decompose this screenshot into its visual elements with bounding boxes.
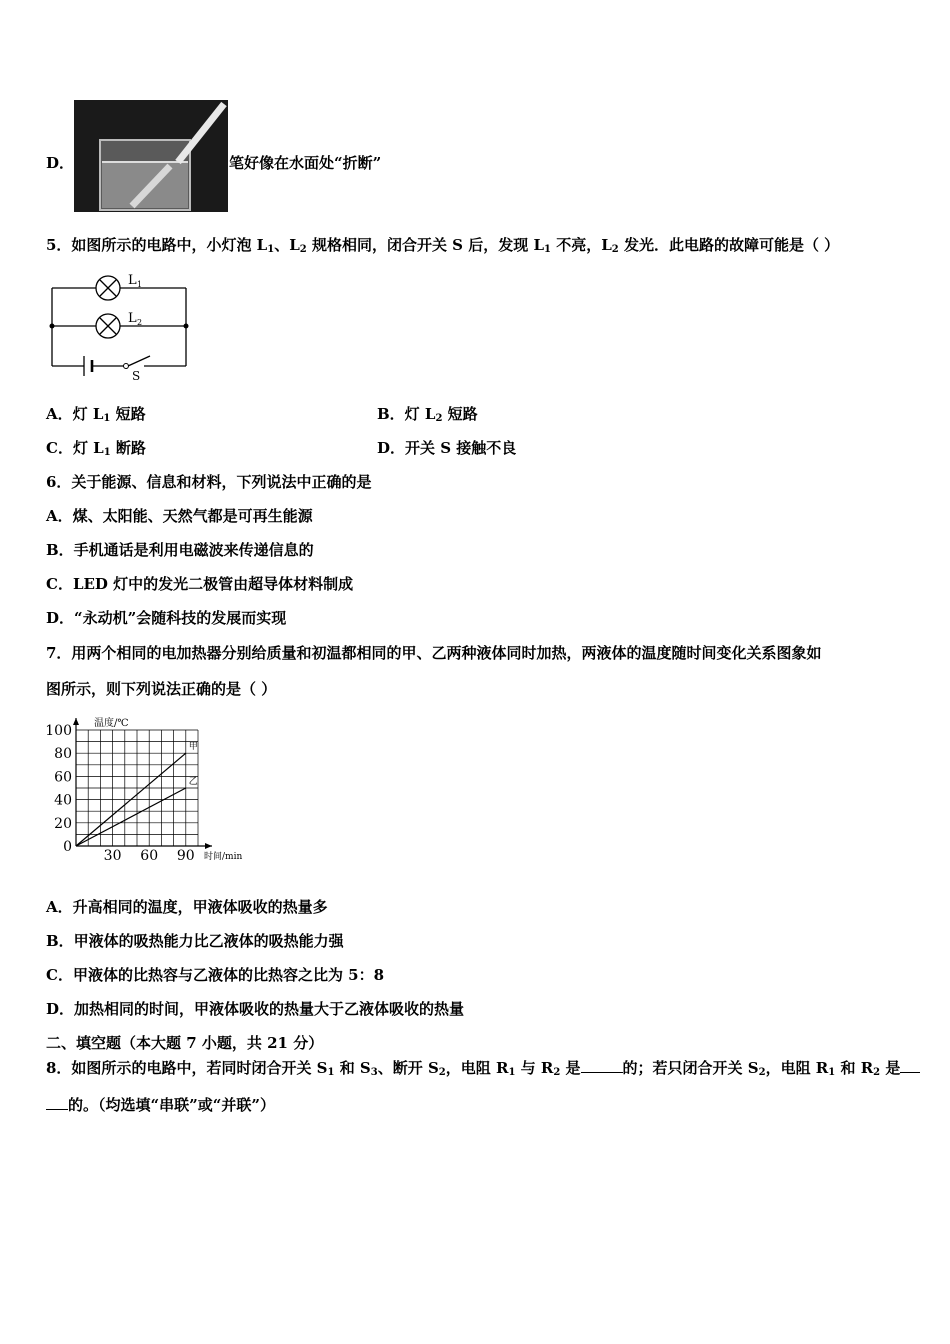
q8-stem-line1: 8．如图所示的电路中，若同时闭合开关 $S_1$ 和 $S_3$、断开 $S_2$，电阻 $R_1$ 与 $R_2$ 是 的；若只闭合开关 $S_2$，电阻 $R_1$ 和 $R_2$ 是 — [46, 1057, 920, 1079]
y-tick-label: 100 — [45, 723, 72, 739]
q8-blank-1[interactable] — [581, 1057, 623, 1073]
x-tick-label: 30 — [103, 848, 122, 864]
junction-right — [184, 324, 189, 329]
q6-option-a: A．煤、太阳能、天然气都是可再生能源 — [46, 507, 313, 525]
series-label-1: 甲 — [188, 742, 198, 753]
junction-left — [50, 324, 55, 329]
y-tick-label: 80 — [54, 746, 72, 763]
q7-stem-line1: 7．用两个相同的电加热器分别给质量和初温都相同的甲、乙两种液体同时加热，两液体的温度随时间变化关系图象如 — [46, 644, 822, 662]
series-line-2 — [76, 788, 186, 846]
q7-temperature-time-chart — [44, 708, 244, 866]
switch-label: S — [132, 369, 141, 382]
section-2-heading: 二、填空题（本大题 7 小题，共 21 分） — [46, 1034, 324, 1052]
y-tick-label: 60 — [54, 769, 72, 786]
q5-option-c: C．灯 $L_1$ 断路 — [46, 439, 146, 458]
q8-blank-2a[interactable] — [900, 1057, 920, 1073]
y-tick-label: 0 — [63, 839, 72, 855]
y-axis-label: 温度/℃ — [94, 718, 129, 729]
q7-option-b: B．甲液体的吸热能力比乙液体的吸热能力强 — [46, 932, 344, 950]
y-tick-label: 40 — [54, 792, 72, 809]
q6-option-c: C．LED 灯中的发光二极管由超导体材料制成 — [46, 575, 354, 593]
x-tick-label: 60 — [140, 848, 159, 864]
q5-option-b: B．灯 $L_2$ 短路 — [377, 405, 478, 424]
q7-option-a: A．升高相同的温度，甲液体吸收的热量多 — [46, 898, 328, 916]
q5-stem: 5．如图所示的电路中，小灯泡 $L_1$、$L_2$ 规格相同，闭合开关 S 后，发现 $L_1$ 不亮，$L_2$ 发光．此电路的故障可能是（ ） — [46, 236, 840, 255]
q6-option-b: B．手机通话是利用电磁波来传递信息的 — [46, 541, 314, 559]
q5-option-d: D．开关 S 接触不良 — [377, 439, 517, 457]
q7-option-d: D．加热相同的时间，甲液体吸收的热量大于乙液体吸收的热量 — [46, 1000, 465, 1018]
x-axis-label: 时间/min — [204, 852, 243, 862]
series-label-2: 乙 — [188, 777, 198, 787]
switch-pivot — [124, 364, 129, 369]
y-tick-label: 20 — [54, 815, 72, 832]
q8-stem-line2: 的。（均选填“串联”或“并联”） — [46, 1094, 275, 1116]
y-axis-arrow — [73, 718, 79, 725]
lamp1-label: L — [128, 273, 137, 288]
q7-stem-line2: 图所示，则下列说法正确的是（ ） — [46, 680, 277, 698]
q5-circuit-diagram — [44, 270, 194, 382]
q5-option-a: A．灯 $L_1$ 短路 — [46, 405, 146, 424]
q6-option-d: D．“永动机”会随科技的发展而实现 — [46, 609, 287, 627]
x-tick-label: 90 — [176, 848, 195, 864]
lamp1-sub: 1 — [137, 280, 143, 289]
pencil-in-water-photo — [74, 100, 228, 212]
q6-stem: 6．关于能源、信息和材料，下列说法中正确的是 — [46, 473, 372, 491]
q8-blank-2b[interactable] — [46, 1094, 68, 1110]
lamp2-label: L — [128, 311, 137, 326]
q7-option-c: C．甲液体的比热容与乙液体的比热容之比为 5：8 — [46, 966, 385, 984]
beaker-pencil-illustration — [74, 100, 228, 212]
x-axis-arrow — [205, 843, 212, 849]
lamp2-sub: 2 — [137, 318, 143, 327]
q4-option-d-text: 笔好像在水面处“折断” — [229, 154, 382, 172]
q4-option-d-label: D． — [46, 154, 75, 172]
